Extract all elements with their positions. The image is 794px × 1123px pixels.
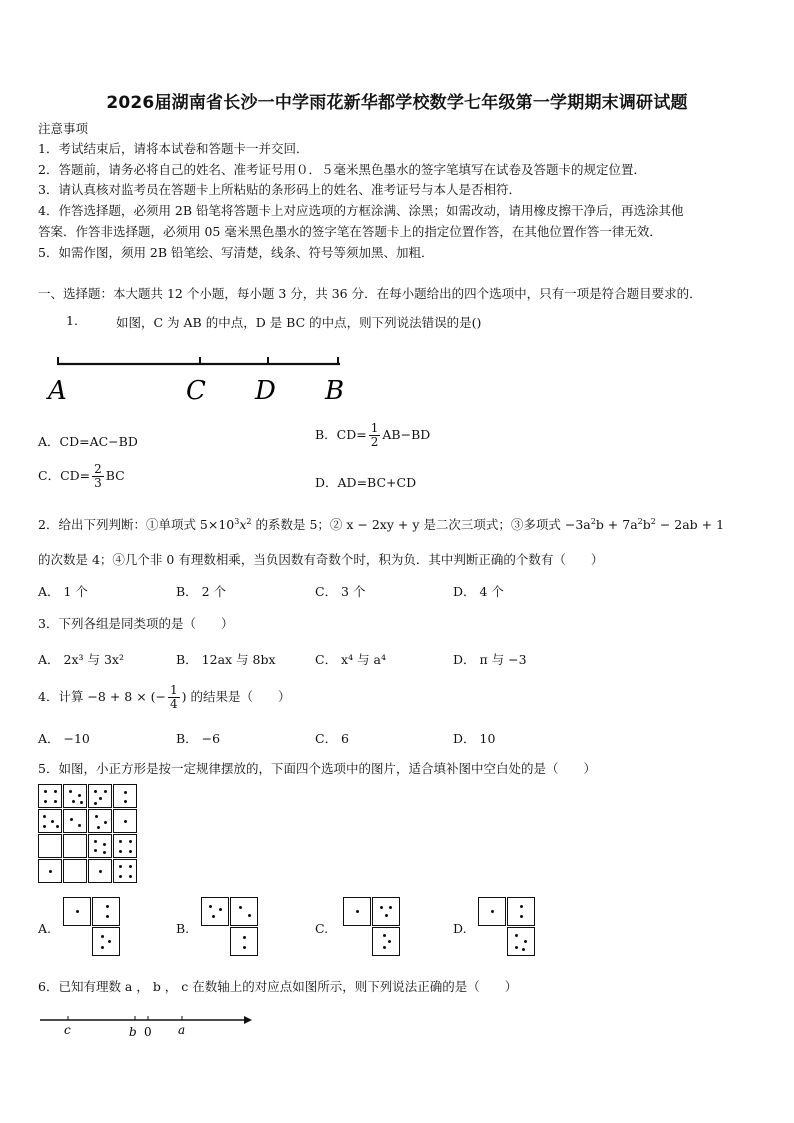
q5-text: 5．如图，小正方形是按一定规律摆放的，下面四个选项中的图片，适合填补图中空白处的是（ ）	[38, 761, 596, 776]
grid-cell	[88, 809, 112, 833]
grid-cell	[88, 859, 112, 883]
q4-text: 4．计算 −8 + 8 × (− $\frac{1}{4}$ ) 的结果是（ ）	[38, 683, 291, 711]
q6-number-line	[38, 1008, 258, 1044]
q1-text: 如图，C 为 AB 的中点，D 是 BC 的中点，则下列说法错误的是()	[116, 315, 482, 330]
q4-option-c[interactable]: C． 6	[315, 731, 349, 746]
label-c: c	[64, 1023, 71, 1037]
q4-option-b[interactable]: B． −6	[176, 731, 221, 746]
q1-option-b-prefix: B．CD=	[315, 427, 367, 442]
q4-option-d[interactable]: D． 10	[453, 731, 496, 746]
grid-cell	[113, 834, 137, 858]
q1-option-d[interactable]: D．AD=BC+CD	[315, 475, 417, 490]
notice-item-4-cont: 答案．作答非选择题，必须用 05 毫米黑色墨水的签字笔在答题卡上的指定位置作答，在其他位置作答一律无效．	[38, 224, 662, 239]
q5-pattern-grid	[38, 784, 138, 884]
q1-option-c-suffix: BC	[105, 468, 125, 483]
grid-cell	[38, 834, 62, 858]
point-a-label: A	[48, 376, 67, 406]
grid-cell	[38, 809, 62, 833]
notice-item-4: 4．作答选择题，必须用 2B 铅笔将答题卡上对应选项的方框涂满、涂黑；如需改动，请用橡皮擦干净后，再选涂其他	[38, 203, 684, 218]
section-header: 一、选择题：本大题共 12 个小题，每小题 3 分，共 36 分．在每小题给出的四个选项中，只有一项是符合题目要求的．	[38, 286, 702, 301]
notice-item-5: 5．如需作图，须用 2B 铅笔绘、写清楚，线条、符号等须加黑、加粗．	[38, 245, 434, 260]
q5-option-b-figure[interactable]	[201, 897, 261, 957]
grid-cell	[88, 834, 112, 858]
q3-option-d[interactable]: D． π 与 −3	[453, 652, 527, 667]
notice-heading: 注意事项	[38, 121, 89, 136]
q1-option-b-suffix: AB−BD	[382, 427, 431, 442]
q2-line-2: 的次数是 4；④几个非 0 有理数相乘，当负因数有奇数个时，积为负．其中判断正确的个数有（ ）	[38, 552, 604, 567]
q5-option-a-label[interactable]: A.	[38, 921, 52, 936]
q5-option-c-figure[interactable]	[343, 897, 403, 957]
axis-arrow-icon	[244, 1016, 252, 1024]
q2-option-b[interactable]: B． 2 个	[176, 584, 227, 599]
q5-option-b-label[interactable]: B.	[176, 921, 190, 936]
grid-cell	[113, 809, 137, 833]
q5-option-c-label[interactable]: C.	[315, 921, 329, 936]
q2-line-1: 2．给出下列判断：①单项式 $5\times 10^3x^2$ 的系数是 5；② x − 2xy + y 是二次三项式；③多项式 $-3a^2b + 7a^2b^2 - 2ab + 1$	[38, 516, 725, 532]
point-b-label: B	[325, 376, 345, 406]
q5-option-d-figure[interactable]	[478, 897, 538, 957]
q5-option-a-figure[interactable]	[63, 897, 123, 957]
q1-option-c[interactable]	[38, 463, 125, 490]
q1-number: 1.	[66, 313, 78, 328]
q2-option-a[interactable]: A． 1 个	[38, 584, 88, 599]
notice-item-2: 2．答题前，请务必将自己的姓名、准考证号用０．５毫米黑色墨水的签字笔填写在试卷及答题卡的规定位置．	[38, 162, 646, 177]
grid-cell	[88, 784, 112, 808]
point-d-label: D	[255, 376, 276, 406]
q4-fraction: $\frac{1}{4}$	[170, 683, 178, 711]
q6-text: 6．已知有理数 a ， b ， c 在数轴上的对应点如图所示，则下列说法正确的是（ ）	[38, 979, 518, 994]
q1-option-b[interactable]	[315, 422, 430, 449]
label-b: b	[129, 1025, 137, 1039]
q3-option-a[interactable]: A． 2x³ 与 3x²	[38, 652, 124, 667]
q1-option-c-fraction: $\frac{2}{3}$	[94, 462, 102, 490]
page-title: 2026届湖南省长沙一中学雨花新华都学校数学七年级第一学期期末调研试题	[106, 93, 688, 113]
grid-cell	[63, 834, 87, 858]
grid-cell	[113, 784, 137, 808]
q3-option-b[interactable]: B． 12ax 与 8bx	[176, 652, 276, 667]
grid-cell	[38, 859, 62, 883]
q1-segment-figure	[40, 345, 360, 415]
point-c-label: C	[186, 376, 206, 406]
grid-cell	[63, 809, 87, 833]
grid-cell	[63, 859, 87, 883]
notice-item-3: 3．请认真核对监考员在答题卡上所粘贴的条形码上的姓名、准考证号与本人是否相符．	[38, 182, 521, 197]
grid-cell	[113, 859, 137, 883]
q1-option-b-fraction: $\frac{1}{2}$	[370, 421, 379, 449]
q5-option-d-label[interactable]: D.	[453, 921, 467, 936]
grid-cell	[38, 784, 62, 808]
q4-option-a[interactable]: A． −10	[38, 731, 90, 746]
q3-text: 3．下列各组是同类项的是（ ）	[38, 616, 234, 631]
label-zero: 0	[144, 1025, 152, 1039]
grid-cell	[63, 784, 87, 808]
q2-option-c[interactable]: C． 3 个	[315, 584, 366, 599]
q3-option-c[interactable]: C． x⁴ 与 a⁴	[315, 652, 387, 667]
label-a: a	[178, 1023, 186, 1037]
q1-option-c-prefix: C．CD=	[38, 468, 91, 483]
notice-item-1: 1．考试结束后，请将本试卷和答题卡一并交回．	[38, 141, 309, 156]
q1-option-a[interactable]: A．CD=AC−BD	[38, 434, 138, 449]
q2-option-d[interactable]: D． 4 个	[453, 584, 504, 599]
